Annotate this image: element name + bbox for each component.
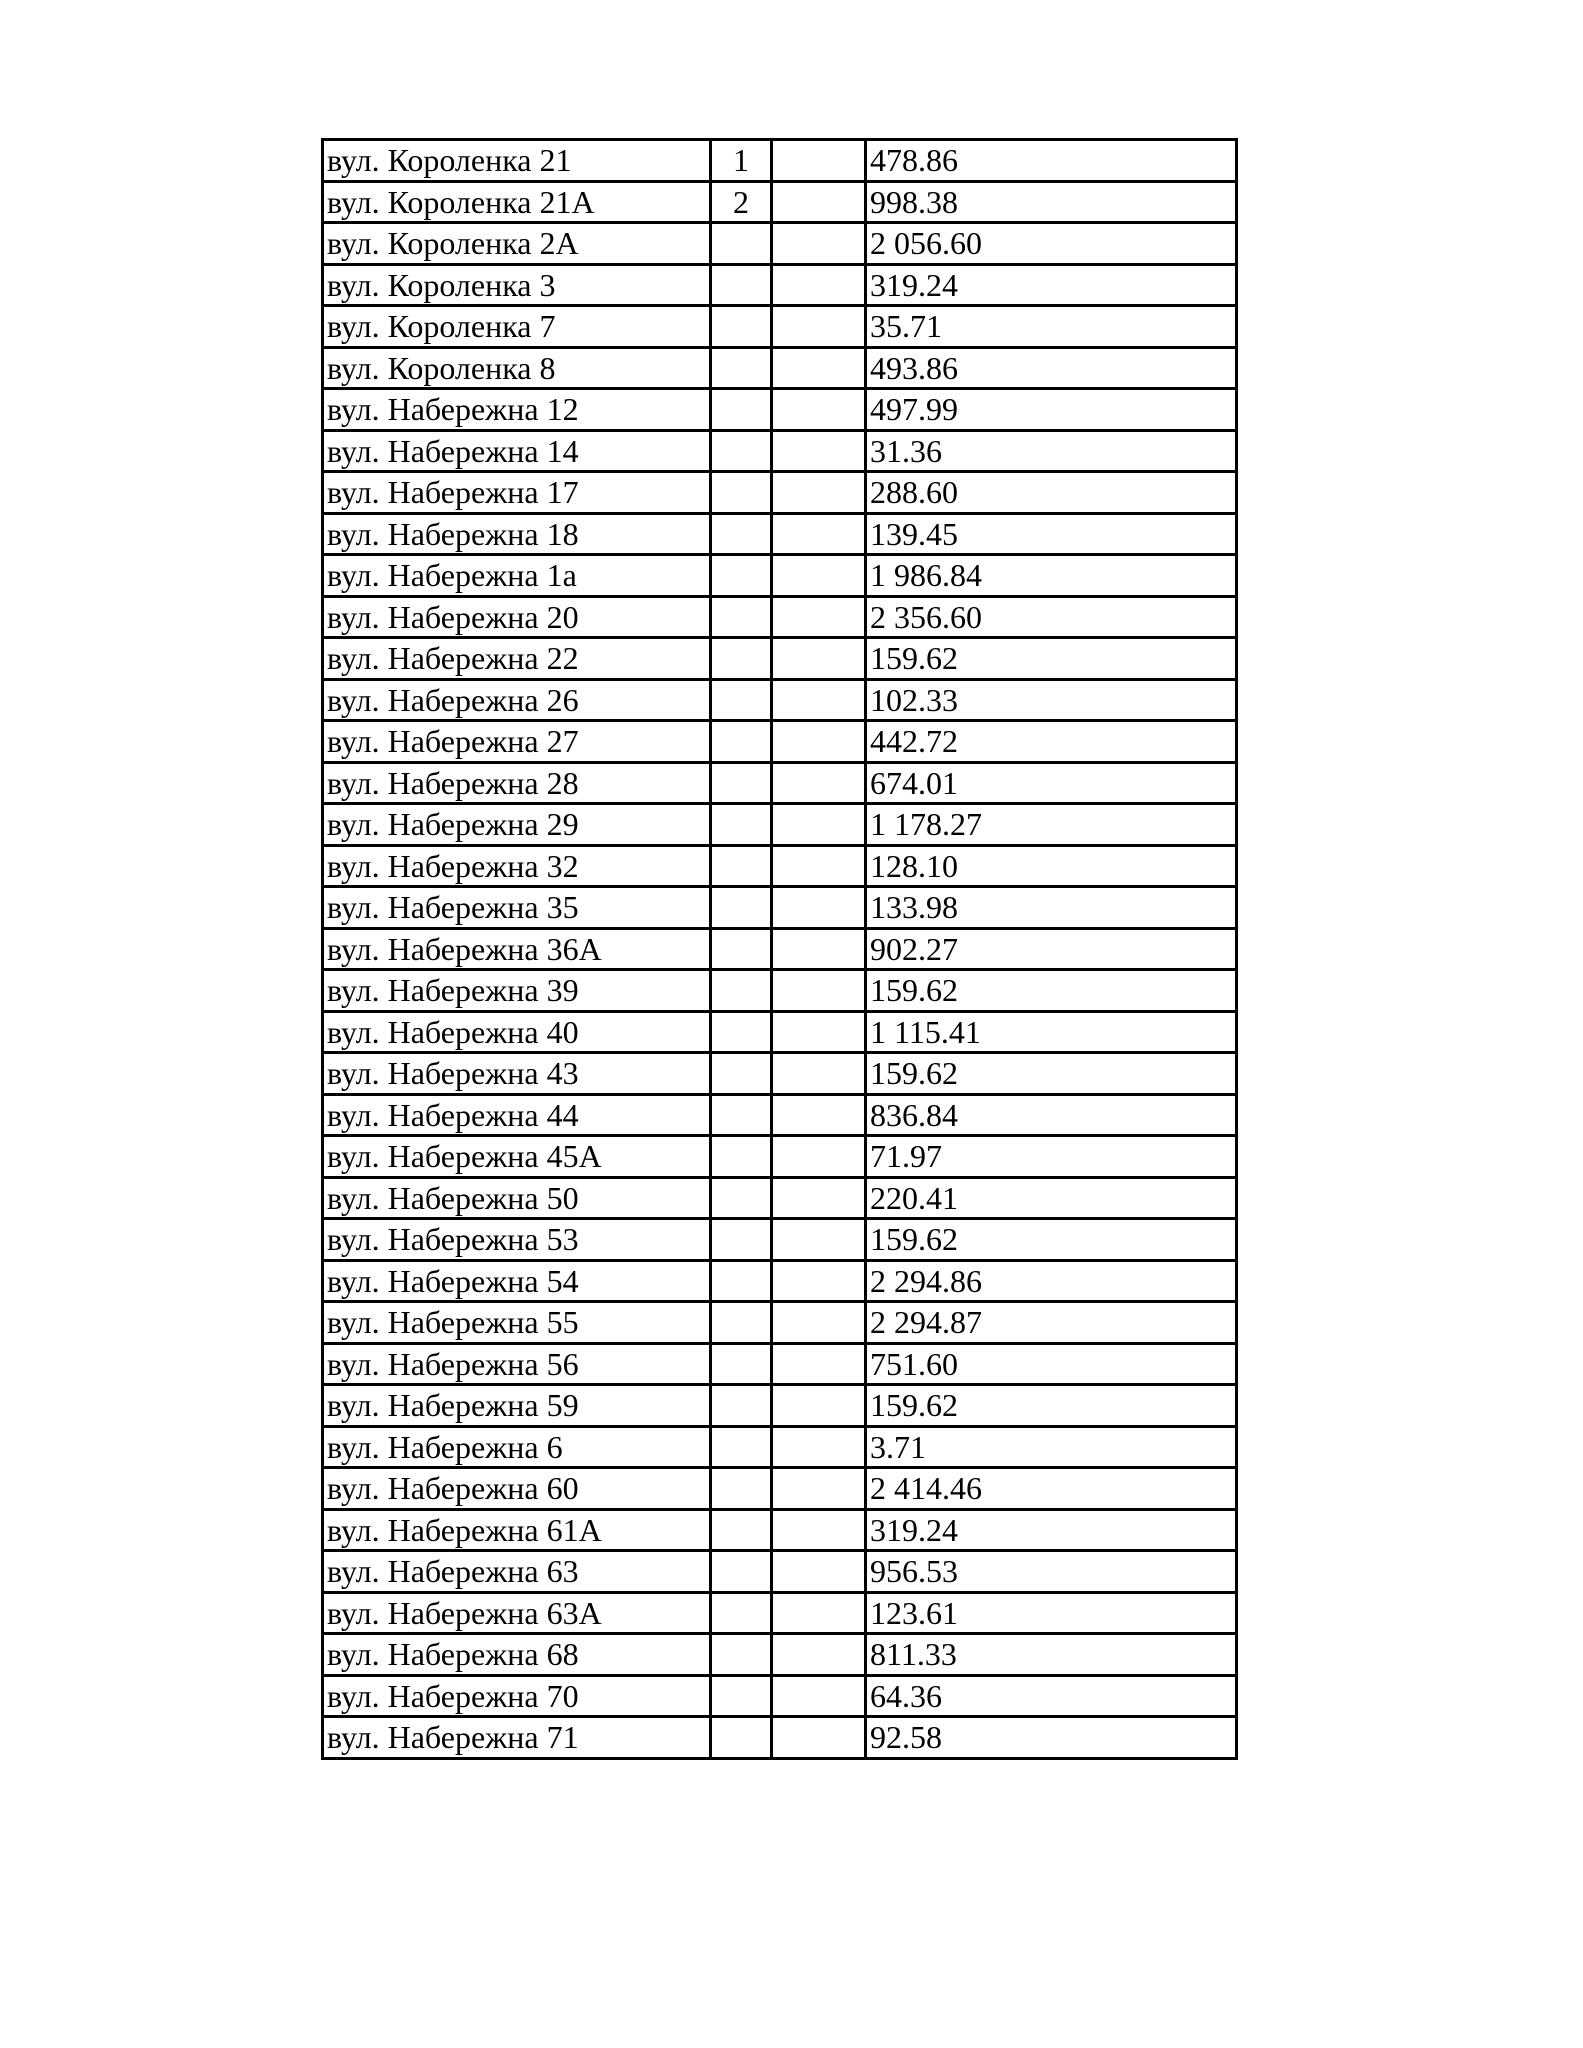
- value-cell: 102.33: [866, 679, 1237, 721]
- empty-cell: [772, 223, 866, 265]
- table-row: [323, 804, 1237, 846]
- table-row: [323, 140, 1237, 182]
- table-row: [323, 1592, 1237, 1634]
- number-cell: [711, 389, 772, 431]
- value-cell: 159.62: [866, 1219, 1237, 1261]
- empty-cell: [772, 970, 866, 1012]
- empty-cell: [772, 721, 866, 763]
- value-cell: 220.41: [866, 1177, 1237, 1219]
- address-cell: вул. Короленка 21: [323, 140, 711, 182]
- empty-cell: [772, 1343, 866, 1385]
- address-cell: вул. Короленка 2А: [323, 223, 711, 265]
- table-row: [323, 1468, 1237, 1510]
- number-cell: [711, 1385, 772, 1427]
- empty-cell: [772, 181, 866, 223]
- value-cell: 71.97: [866, 1136, 1237, 1178]
- number-cell: [711, 721, 772, 763]
- table-row: [323, 389, 1237, 431]
- table-row: [323, 679, 1237, 721]
- table-row: [323, 1053, 1237, 1095]
- table-body: [323, 140, 1237, 1759]
- address-cell: вул. Набережна 1а: [323, 555, 711, 597]
- empty-cell: [772, 1634, 866, 1676]
- address-cell: вул. Набережна 71: [323, 1717, 711, 1759]
- number-cell: [711, 1011, 772, 1053]
- value-cell: 31.36: [866, 430, 1237, 472]
- address-cell: вул. Набережна 54: [323, 1260, 711, 1302]
- empty-cell: [772, 1468, 866, 1510]
- value-cell: 1 986.84: [866, 555, 1237, 597]
- empty-cell: [772, 928, 866, 970]
- address-cell: вул. Набережна 56: [323, 1343, 711, 1385]
- table-row: [323, 1551, 1237, 1593]
- table-row: [323, 970, 1237, 1012]
- value-cell: 836.84: [866, 1094, 1237, 1136]
- address-cell: вул. Набережна 39: [323, 970, 711, 1012]
- empty-cell: [772, 347, 866, 389]
- table-row: [323, 638, 1237, 680]
- number-cell: [711, 513, 772, 555]
- number-cell: [711, 223, 772, 265]
- value-cell: 92.58: [866, 1717, 1237, 1759]
- empty-cell: [772, 1509, 866, 1551]
- table-row: [323, 1260, 1237, 1302]
- table-row: [323, 1343, 1237, 1385]
- empty-cell: [772, 430, 866, 472]
- empty-cell: [772, 555, 866, 597]
- number-cell: [711, 928, 772, 970]
- empty-cell: [772, 1385, 866, 1427]
- address-cell: вул. Набережна 60: [323, 1468, 711, 1510]
- empty-cell: [772, 1302, 866, 1344]
- address-cell: вул. Набережна 43: [323, 1053, 711, 1095]
- table-row: [323, 1094, 1237, 1136]
- empty-cell: [772, 1551, 866, 1593]
- empty-cell: [772, 389, 866, 431]
- table-row: [323, 1219, 1237, 1261]
- value-cell: 319.24: [866, 264, 1237, 306]
- address-cell: вул. Набережна 17: [323, 472, 711, 514]
- address-cell: вул. Набережна 29: [323, 804, 711, 846]
- number-cell: [711, 472, 772, 514]
- value-cell: 288.60: [866, 472, 1237, 514]
- empty-cell: [772, 804, 866, 846]
- address-cell: вул. Короленка 21А: [323, 181, 711, 223]
- number-cell: [711, 555, 772, 597]
- number-cell: [711, 1634, 772, 1676]
- address-cell: вул. Набережна 27: [323, 721, 711, 763]
- table-row: [323, 721, 1237, 763]
- address-cell: вул. Набережна 14: [323, 430, 711, 472]
- address-cell: вул. Короленка 7: [323, 306, 711, 348]
- number-cell: [711, 1509, 772, 1551]
- table-row: [323, 1509, 1237, 1551]
- number-cell: [711, 845, 772, 887]
- address-value-table: [321, 138, 1238, 1760]
- value-cell: 139.45: [866, 513, 1237, 555]
- value-cell: 128.10: [866, 845, 1237, 887]
- number-cell: [711, 1717, 772, 1759]
- value-cell: 35.71: [866, 306, 1237, 348]
- empty-cell: [772, 1053, 866, 1095]
- empty-cell: [772, 1717, 866, 1759]
- empty-cell: [772, 1260, 866, 1302]
- table-row: [323, 430, 1237, 472]
- address-cell: вул. Набережна 32: [323, 845, 711, 887]
- empty-cell: [772, 887, 866, 929]
- value-cell: 2 294.87: [866, 1302, 1237, 1344]
- number-cell: [711, 596, 772, 638]
- empty-cell: [772, 762, 866, 804]
- value-cell: 159.62: [866, 638, 1237, 680]
- address-cell: вул. Набережна 22: [323, 638, 711, 680]
- table-row: [323, 1426, 1237, 1468]
- empty-cell: [772, 472, 866, 514]
- empty-cell: [772, 1177, 866, 1219]
- table-row: [323, 1717, 1237, 1759]
- address-cell: вул. Набережна 35: [323, 887, 711, 929]
- empty-cell: [772, 679, 866, 721]
- empty-cell: [772, 1011, 866, 1053]
- table-row: [323, 928, 1237, 970]
- empty-cell: [772, 1094, 866, 1136]
- table-row: [323, 1011, 1237, 1053]
- number-cell: 1: [711, 140, 772, 182]
- empty-cell: [772, 596, 866, 638]
- table-row: [323, 1302, 1237, 1344]
- empty-cell: [772, 264, 866, 306]
- table-row: [323, 181, 1237, 223]
- value-cell: 497.99: [866, 389, 1237, 431]
- address-cell: вул. Набережна 12: [323, 389, 711, 431]
- number-cell: [711, 638, 772, 680]
- address-cell: вул. Набережна 50: [323, 1177, 711, 1219]
- value-cell: 2 056.60: [866, 223, 1237, 265]
- table-row: [323, 223, 1237, 265]
- value-cell: 1 115.41: [866, 1011, 1237, 1053]
- address-cell: вул. Набережна 44: [323, 1094, 711, 1136]
- value-cell: 3.71: [866, 1426, 1237, 1468]
- empty-cell: [772, 1136, 866, 1178]
- address-cell: вул. Набережна 61А: [323, 1509, 711, 1551]
- address-cell: вул. Набережна 63: [323, 1551, 711, 1593]
- address-cell: вул. Набережна 20: [323, 596, 711, 638]
- value-cell: 2 414.46: [866, 1468, 1237, 1510]
- value-cell: 2 356.60: [866, 596, 1237, 638]
- value-cell: 319.24: [866, 1509, 1237, 1551]
- address-cell: вул. Набережна 68: [323, 1634, 711, 1676]
- table-row: [323, 306, 1237, 348]
- number-cell: [711, 430, 772, 472]
- number-cell: [711, 1551, 772, 1593]
- value-cell: 64.36: [866, 1675, 1237, 1717]
- address-cell: вул. Короленка 3: [323, 264, 711, 306]
- value-cell: 902.27: [866, 928, 1237, 970]
- number-cell: [711, 887, 772, 929]
- value-cell: 159.62: [866, 1053, 1237, 1095]
- value-cell: 811.33: [866, 1634, 1237, 1676]
- table-row: [323, 845, 1237, 887]
- value-cell: 998.38: [866, 181, 1237, 223]
- number-cell: [711, 1219, 772, 1261]
- value-cell: 493.86: [866, 347, 1237, 389]
- address-cell: вул. Набережна 55: [323, 1302, 711, 1344]
- address-cell: вул. Набережна 40: [323, 1011, 711, 1053]
- value-cell: 956.53: [866, 1551, 1237, 1593]
- number-cell: [711, 1136, 772, 1178]
- value-cell: 123.61: [866, 1592, 1237, 1634]
- table-row: [323, 762, 1237, 804]
- number-cell: [711, 264, 772, 306]
- number-cell: [711, 679, 772, 721]
- number-cell: [711, 1177, 772, 1219]
- empty-cell: [772, 140, 866, 182]
- empty-cell: [772, 513, 866, 555]
- address-cell: вул. Набережна 45А: [323, 1136, 711, 1178]
- address-cell: вул. Набережна 53: [323, 1219, 711, 1261]
- number-cell: [711, 347, 772, 389]
- address-cell: вул. Набережна 70: [323, 1675, 711, 1717]
- table-row: [323, 264, 1237, 306]
- table-row: [323, 1675, 1237, 1717]
- table-row: [323, 1177, 1237, 1219]
- number-cell: [711, 1675, 772, 1717]
- number-cell: [711, 1592, 772, 1634]
- address-cell: вул. Набережна 36А: [323, 928, 711, 970]
- value-cell: 674.01: [866, 762, 1237, 804]
- address-cell: вул. Набережна 59: [323, 1385, 711, 1427]
- empty-cell: [772, 1219, 866, 1261]
- value-cell: 133.98: [866, 887, 1237, 929]
- value-cell: 159.62: [866, 1385, 1237, 1427]
- table-row: [323, 472, 1237, 514]
- table-row: [323, 513, 1237, 555]
- address-cell: вул. Набережна 18: [323, 513, 711, 555]
- empty-cell: [772, 638, 866, 680]
- number-cell: [711, 1426, 772, 1468]
- table-row: [323, 1634, 1237, 1676]
- number-cell: [711, 970, 772, 1012]
- number-cell: 2: [711, 181, 772, 223]
- address-cell: вул. Набережна 26: [323, 679, 711, 721]
- value-cell: 1 178.27: [866, 804, 1237, 846]
- value-cell: 159.62: [866, 970, 1237, 1012]
- number-cell: [711, 804, 772, 846]
- table-row: [323, 887, 1237, 929]
- number-cell: [711, 306, 772, 348]
- number-cell: [711, 1094, 772, 1136]
- number-cell: [711, 1053, 772, 1095]
- table-row: [323, 596, 1237, 638]
- address-cell: вул. Набережна 63А: [323, 1592, 711, 1634]
- value-cell: 2 294.86: [866, 1260, 1237, 1302]
- empty-cell: [772, 1426, 866, 1468]
- number-cell: [711, 1468, 772, 1510]
- table-row: [323, 347, 1237, 389]
- value-cell: 751.60: [866, 1343, 1237, 1385]
- empty-cell: [772, 306, 866, 348]
- empty-cell: [772, 1675, 866, 1717]
- table-row: [323, 1136, 1237, 1178]
- address-cell: вул. Короленка 8: [323, 347, 711, 389]
- empty-cell: [772, 1592, 866, 1634]
- number-cell: [711, 1260, 772, 1302]
- table-row: [323, 1385, 1237, 1427]
- empty-cell: [772, 845, 866, 887]
- table-row: [323, 555, 1237, 597]
- address-cell: вул. Набережна 28: [323, 762, 711, 804]
- value-cell: 442.72: [866, 721, 1237, 763]
- number-cell: [711, 762, 772, 804]
- number-cell: [711, 1302, 772, 1344]
- number-cell: [711, 1343, 772, 1385]
- address-cell: вул. Набережна 6: [323, 1426, 711, 1468]
- value-cell: 478.86: [866, 140, 1237, 182]
